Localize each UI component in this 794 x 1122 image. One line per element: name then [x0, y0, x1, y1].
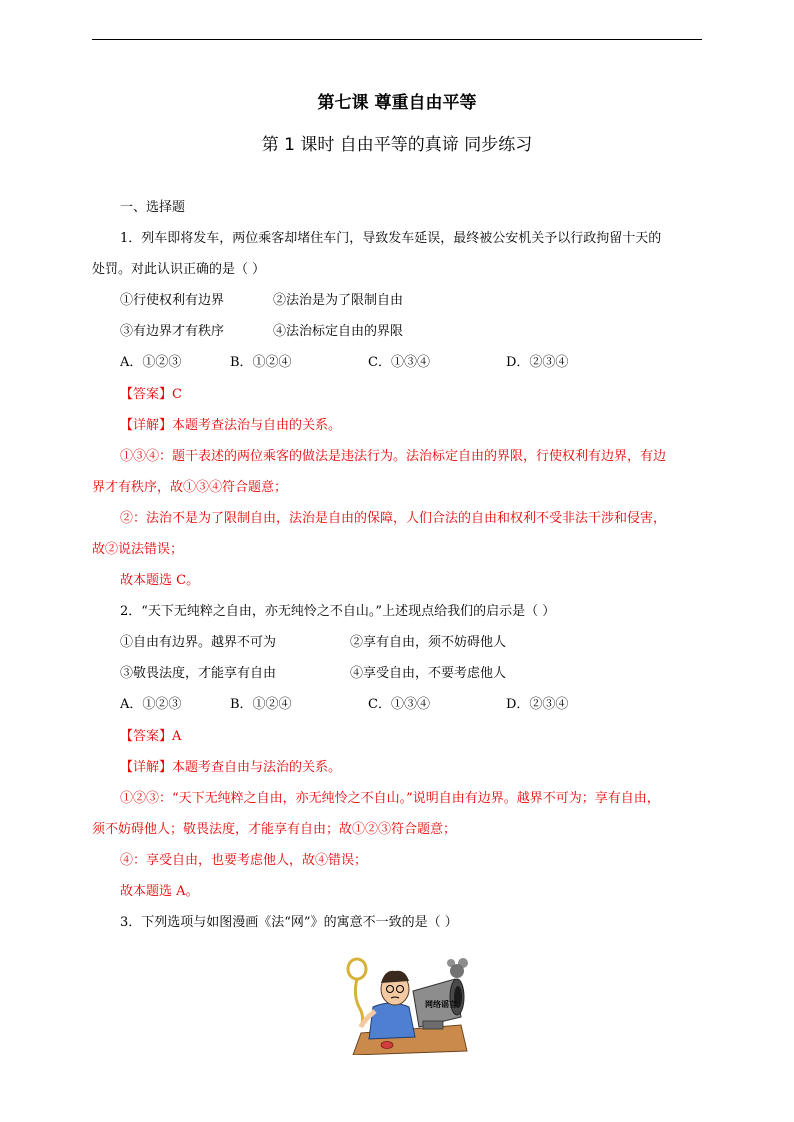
question-2-answer: 【答案】A — [120, 729, 182, 744]
question-2-analysis-1: ①②③：“天下无纯粹之自由，亦无纯怜之不自山。”说明自由有边界。越界不可为；享有自由， — [120, 791, 660, 806]
question-2-analysis-2: 须不妨碍他人；敬畏法度，才能享有自由；故①②③符合题意； — [92, 822, 457, 837]
cartoon-illustration — [343, 955, 471, 1055]
page-title: 第七课 尊重自由平等 — [317, 93, 477, 113]
question-3-stem: 3．下列选项与如图漫画《法“网”》的寓意不一致的是（ ） — [120, 915, 458, 930]
question-2-analysis-3: ④：享受自由，也要考虑他人，故④错误； — [120, 853, 368, 868]
question-1-choice-c: C．①③④ — [368, 355, 430, 370]
question-1-item-2: ②法治是为了限制自由 — [273, 293, 404, 308]
question-1-detail: 【详解】本题考查法治与自由的关系。 — [120, 418, 342, 433]
question-1-conclusion: 故本题选 C。 — [120, 573, 200, 588]
question-2-choice-d: D．②③④ — [506, 697, 569, 712]
question-1-analysis-3: ②：法治不是为了限制自由，法治是自由的保障，人们合法的自由和权利不受非法干涉和侵害， — [120, 511, 667, 526]
question-2-stem: 2．“天下无纯粹之自由，亦无纯怜之不自山。”上述现点给我们的启示是（ ） — [120, 604, 556, 619]
question-1-choice-a: A．①②③ — [120, 355, 182, 370]
question-1-analysis-4: 故②说法错误； — [92, 542, 184, 557]
question-1-item-4: ④法治标定自由的界限 — [273, 324, 404, 339]
question-2-choice-c: C．①③④ — [368, 697, 430, 712]
header-rule — [92, 39, 702, 40]
page-subtitle: 第 1 课时 自由平等的真谛 同步练习 — [261, 135, 533, 155]
question-2-detail: 【详解】本题考查自由与法治的关系。 — [120, 760, 342, 775]
question-1-item-1: ①行使权利有边界 — [120, 293, 225, 308]
question-1-choice-b: B．①②④ — [230, 355, 292, 370]
question-2-item-2: ②享有自由，须不妨碍他人 — [350, 635, 507, 650]
question-1-answer: 【答案】C — [120, 387, 182, 402]
question-2-choice-b: B．①②④ — [230, 697, 292, 712]
question-2-item-1: ①自由有边界。越界不可为 — [120, 635, 277, 650]
question-2-conclusion: 故本题选 A。 — [120, 884, 199, 899]
question-1-stem-line1: 1．列车即将发车，两位乘客却堵住车门，导致发车延误，最终被公安机关予以行政拘留十天的 — [120, 231, 662, 246]
question-1-analysis-1: ①③④：题干表述的两位乘客的做法是违法行为。法治标定自由的界限，行使权利有边界，有边 — [120, 449, 667, 464]
question-1-stem-line2: 处罚。对此认识正确的是（ ） — [92, 262, 266, 277]
cartoon-label: 网络谣言 — [425, 1000, 457, 1009]
question-1-analysis-2: 界才有秩序，故①③④符合题意； — [92, 480, 288, 495]
question-2-item-4: ④享受自由，不要考虑他人 — [350, 666, 507, 681]
question-2-choice-a: A．①②③ — [120, 697, 182, 712]
question-1-item-3: ③有边界才有秩序 — [120, 324, 225, 339]
question-1-choice-d: D．②③④ — [506, 355, 569, 370]
section-heading: 一、选择题 — [120, 200, 186, 215]
question-2-item-3: ③敬畏法度，才能享有自由 — [120, 666, 277, 681]
